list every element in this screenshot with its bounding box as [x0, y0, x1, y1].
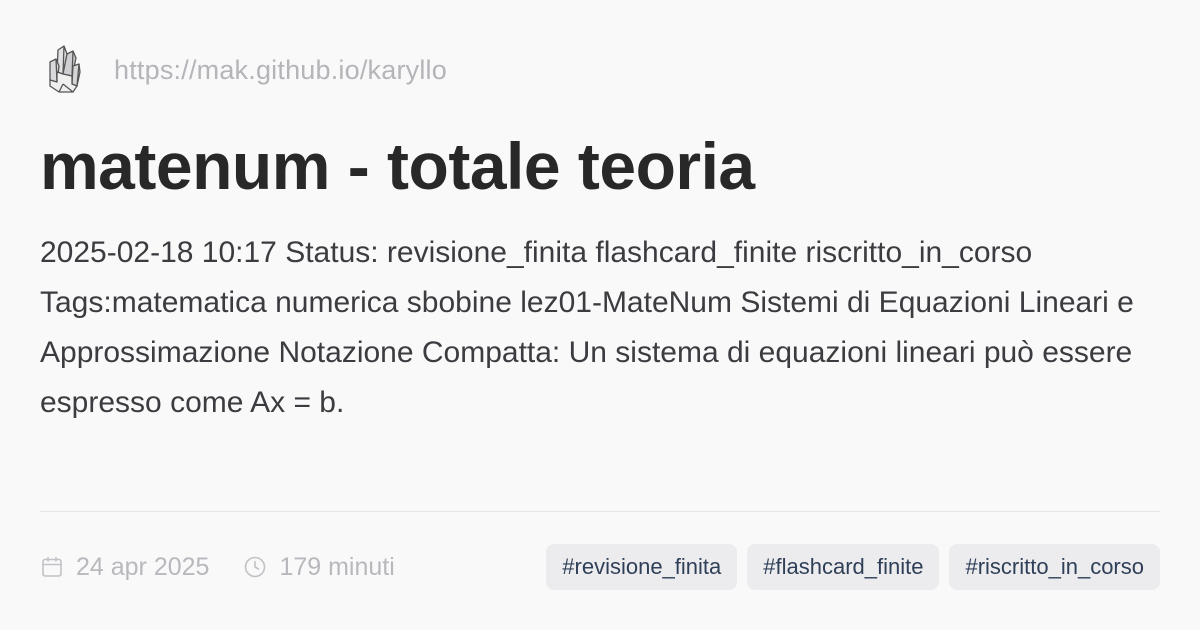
post-description: 2025-02-18 10:17 Status: revisione_finita flashcard_finite riscritto_in_corso Tags:matematica numerica sbobine lez01-MateNum Sistemi di Equazioni Lineari e Approssimazione Notazione Compatta: Un sistema di equazioni lineari può essere espresso come Ax = b. — [40, 236, 1134, 419]
page-title: matenum - totale teoria — [40, 129, 755, 203]
reading-time — [243, 553, 394, 582]
tag-riscritto-in-corso[interactable]: #riscritto_in_corso — [949, 544, 1160, 590]
post-date-text: 24 apr 2025 — [76, 552, 210, 581]
calendar-icon — [40, 555, 64, 579]
post-date — [40, 553, 209, 582]
site-header — [40, 40, 1160, 100]
crystal-cluster-icon — [42, 40, 86, 100]
tag-revisione-finita[interactable]: #revisione_finita — [546, 544, 737, 590]
post-footer — [40, 544, 1160, 590]
tag-list — [546, 544, 1160, 590]
tag-flashcard-finite[interactable]: #flashcard_finite — [747, 544, 939, 590]
preview-card — [40, 40, 1160, 590]
clock-icon — [243, 555, 267, 579]
divider — [40, 511, 1160, 512]
site-url[interactable]: https://mak.github.io/karyllo — [114, 54, 447, 85]
reading-time-text: 179 minuti — [279, 552, 395, 581]
